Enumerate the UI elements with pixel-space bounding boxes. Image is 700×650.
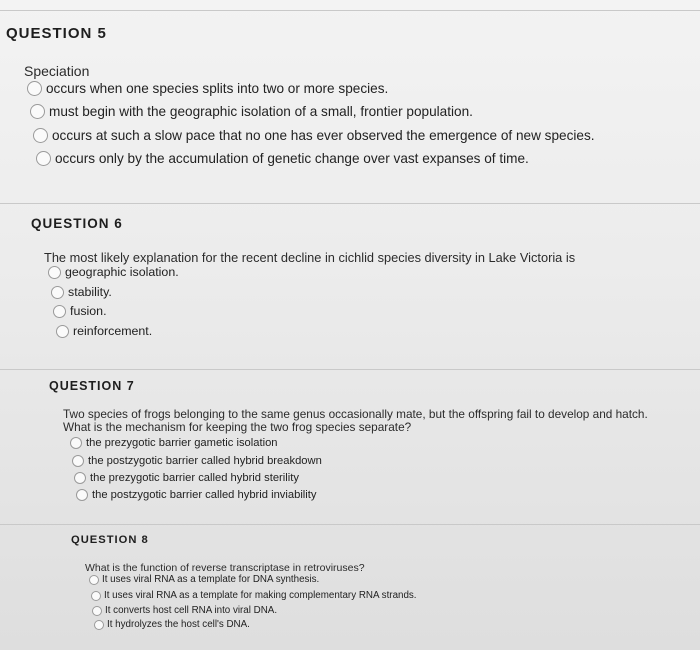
radio-button[interactable] [72,455,84,467]
question-8-option-1[interactable] [89,574,319,585]
divider-q5-q6 [0,203,700,204]
question-6-option-3[interactable] [53,304,107,318]
question-8-option-2[interactable] [91,590,417,601]
option-label: It uses viral RNA as a template for DNA synthesis. [102,574,320,585]
radio-button[interactable] [27,81,42,96]
option-label: It converts host cell RNA into viral DNA. [105,605,278,616]
radio-button[interactable] [70,437,82,449]
option-label: occurs at such a slow pace that no one has ever observed the emergence of new species. [52,128,595,143]
radio-button[interactable] [53,305,66,318]
radio-button[interactable] [33,128,48,143]
divider-q7-q8 [0,524,700,525]
option-label: the postzygotic barrier called hybrid inviability [92,489,317,501]
question-5-option-3[interactable] [33,128,595,143]
question-7-option-4[interactable] [76,489,316,501]
question-8-option-4[interactable] [94,619,250,630]
radio-button[interactable] [76,489,88,501]
question-6-option-4[interactable] [56,324,152,338]
radio-button[interactable] [51,286,64,299]
divider-q6-q7 [0,369,700,370]
option-label: geographic isolation. [65,265,179,279]
question-5-option-2[interactable] [30,104,473,119]
question-5-title: QUESTION 5 [6,25,107,42]
question-6-prompt: The most likely explanation for the recent decline in cichlid species diversity in Lake Victoria is [44,250,576,265]
question-8-title: QUESTION 8 [71,534,149,546]
option-label: the prezygotic barrier called hybrid sterility [90,472,299,484]
option-label: the prezygotic barrier gametic isolation [86,437,278,449]
radio-button[interactable] [91,591,101,601]
question-5-option-4[interactable] [36,151,529,166]
option-label: occurs when one species splits into two or more species. [46,81,389,96]
question-7-title: QUESTION 7 [49,379,135,393]
question-7-prompt-line-2: What is the mechanism for keeping the two frog species separate? [63,420,412,435]
top-divider [0,10,700,11]
radio-button[interactable] [56,325,69,338]
option-label: It uses viral RNA as a template for making complementary RNA strands. [104,590,417,601]
option-label: occurs only by the accumulation of genetic change over vast expanses of time. [55,151,529,166]
question-8-prompt: What is the function of reverse transcriptase in retroviruses? [85,562,365,574]
option-label: reinforcement. [73,324,153,338]
radio-button[interactable] [89,575,99,585]
question-7-option-1[interactable] [70,437,278,449]
radio-button[interactable] [36,151,51,166]
option-label: stability. [68,285,112,299]
radio-button[interactable] [94,620,104,630]
option-label: fusion. [70,304,107,318]
radio-button[interactable] [74,472,86,484]
question-5-prompt: Speciation [24,63,90,79]
radio-button[interactable] [48,266,61,279]
question-6-title: QUESTION 6 [31,216,123,231]
option-label: the postzygotic barrier called hybrid breakdown [88,455,322,467]
question-7-option-2[interactable] [72,455,322,467]
question-7-option-3[interactable] [74,472,299,484]
question-6-option-2[interactable] [51,285,112,299]
radio-button[interactable] [30,104,45,119]
option-label: must begin with the geographic isolation of a small, frontier population. [49,104,473,119]
question-7-prompt [63,408,700,434]
option-label: It hydrolyzes the host cell's DNA. [107,619,250,630]
question-6-option-1[interactable] [48,265,179,279]
radio-button[interactable] [92,606,102,616]
question-5-option-1[interactable] [27,81,388,96]
question-7-prompt-line-1: Two species of frogs belonging to the same genus occasionally mate, but the offspring fail to develop and hatch. [63,407,648,421]
question-8-option-3[interactable] [92,605,277,616]
